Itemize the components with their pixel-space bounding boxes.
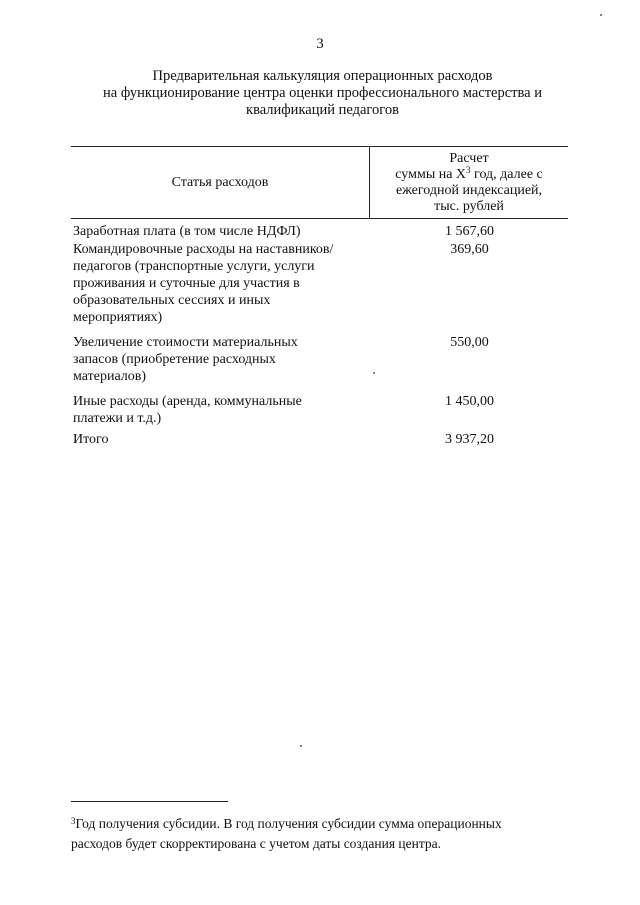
- title-line: на функционирование центра оценки профессионального мастерства и: [103, 85, 542, 101]
- header-amount-line: тыс. рублей: [434, 199, 504, 214]
- header-amount-line: Расчет: [449, 151, 489, 166]
- header-expense-item: Статья расходов: [71, 147, 370, 218]
- row-value: 369,60: [450, 242, 489, 257]
- row-label: Командировочные расходы на наставников/ педагогов (транспортные услуги, услуги проживания и суточные для участия в образовательных сессиях и иных мероприятиях): [73, 242, 334, 325]
- expense-table: [71, 146, 568, 448]
- footnote-line: расходов будет скорректирована с учетом даты создания центра.: [71, 836, 442, 851]
- title-line: Предварительная калькуляция операционных расходов: [152, 68, 493, 84]
- table-row: [71, 241, 568, 326]
- page-number: 3: [316, 36, 324, 52]
- footnote-line: $^3$Год получения субсидии. В год получения субсидии сумма операционных: [71, 816, 502, 831]
- table-row: [71, 334, 568, 385]
- row-value: 3 937,20: [445, 432, 494, 447]
- footnote-separator: [71, 801, 228, 802]
- footnote: [71, 814, 571, 854]
- row-value: 1 567,60: [445, 224, 494, 239]
- header-amount-line: ежегодной индексацией,: [395, 183, 543, 198]
- footnote-marker: 3: [71, 816, 76, 826]
- row-label: Заработная плата (в том числе НДФЛ): [73, 224, 301, 239]
- table-row: [71, 393, 568, 427]
- row-value: 1 450,00: [445, 394, 494, 409]
- scan-speck: [600, 14, 602, 16]
- row-label: Итого: [73, 432, 109, 447]
- document-title: [60, 68, 585, 119]
- scan-speck: [300, 745, 302, 747]
- scan-speck: [373, 372, 375, 374]
- table-header: [71, 147, 568, 219]
- table-row-total: [71, 431, 568, 448]
- header-amount: [370, 147, 568, 218]
- table-row: [71, 223, 568, 240]
- row-label: Увеличение стоимости материальных запасов (приобретение расходных материалов): [73, 335, 298, 384]
- footnote-ref: 3: [466, 165, 471, 175]
- header-amount-line: суммы на $X^3$ год, далее с: [395, 165, 543, 182]
- title-line: квалификаций педагогов: [246, 102, 399, 118]
- row-label: Иные расходы (аренда, коммунальные платежи и т.д.): [73, 394, 302, 426]
- row-value: 550,00: [450, 335, 489, 350]
